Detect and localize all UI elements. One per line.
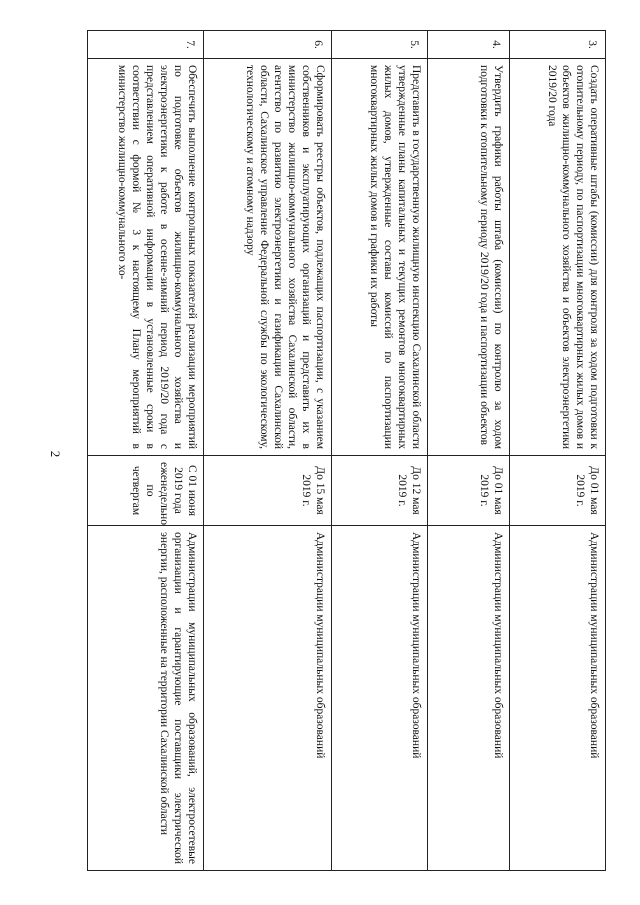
row-number: 6. (204, 31, 332, 59)
task-cell: Сформировать реестры объектов, подлежащих паспортизации, с указанием собственников и эксплуатирующих организаций и представить их в министерство жилищно-коммунального хозяйства Сахалинской области, агентство по развитию электроэнергетики и газификации Сахалинской области, Сахалинское управление Федеральной службы по экологическому, технологическому и атомному надзору (204, 59, 332, 456)
task-cell: Представить в государственную жилищную инспекцию Сахалинской области утвержденные планы капитальных и текущих ремонтов многоквартирных жилых домов, утвержденные составы комиссий по паспортизации многоквартирных жилых домов и графики их работы (332, 59, 428, 456)
date-cell: До 12 мая 2019 г. (332, 456, 428, 526)
responsible-cell: Администрации муниципальных образований (510, 526, 606, 871)
row-number: 5. (332, 31, 428, 59)
rotated-table-container (88, 30, 606, 870)
row-number: 4. (428, 31, 510, 59)
date-cell: До 01 мая 2019 г. (428, 456, 510, 526)
date-cell: С 01 июня 2019 года еженедельно по четвергам (88, 456, 204, 526)
table-row (88, 31, 204, 871)
table-row (428, 31, 510, 871)
task-cell: Создать оперативные штабы (комиссии) для контроля за ходом подготовки к отопительному периоду, по паспортизации многоквартирных жилых домов и объектов жилищно-коммунального хозяйства и объектов электроэнергетики 2019/20 года (510, 59, 606, 456)
plan-table (87, 30, 606, 871)
responsible-cell: Администрации муниципальных образований (204, 526, 332, 871)
responsible-cell: Администрации муниципальных образований, электросетевые организации и гарантирующие поставщики электрической энергии, расположенные на территории Сахалинской области (88, 526, 204, 871)
row-number: 3. (510, 31, 606, 59)
table-row (510, 31, 606, 871)
date-cell: До 15 мая 2019 г. (204, 456, 332, 526)
responsible-cell: Администрации муниципальных образований (428, 526, 510, 871)
row-number: 7. (88, 31, 204, 59)
page-number: 2 (48, 450, 63, 458)
task-cell: Обеспечить выполнение контрольных показателей реализации мероприятий по подготовке объектов жилищно-коммунального хозяйства и электроэнергетики к работе в осенне-зимний период 2019/20 года с представлением оперативной информации в установленные сроки в соответствии с формой № 3 к настоящему Плану мероприятий в министерство жилищно-коммунального хо- (88, 59, 204, 456)
responsible-cell: Администрации муниципальных образований (332, 526, 428, 871)
task-cell: Утвердить графики работы штаба (комиссии) по контролю за ходом подготовки к отопительному периоду 2019/20 года и паспортизации объектов (428, 59, 510, 456)
date-cell: До 01 мая 2019 г. (510, 456, 606, 526)
table-row (204, 31, 332, 871)
table-row (332, 31, 428, 871)
